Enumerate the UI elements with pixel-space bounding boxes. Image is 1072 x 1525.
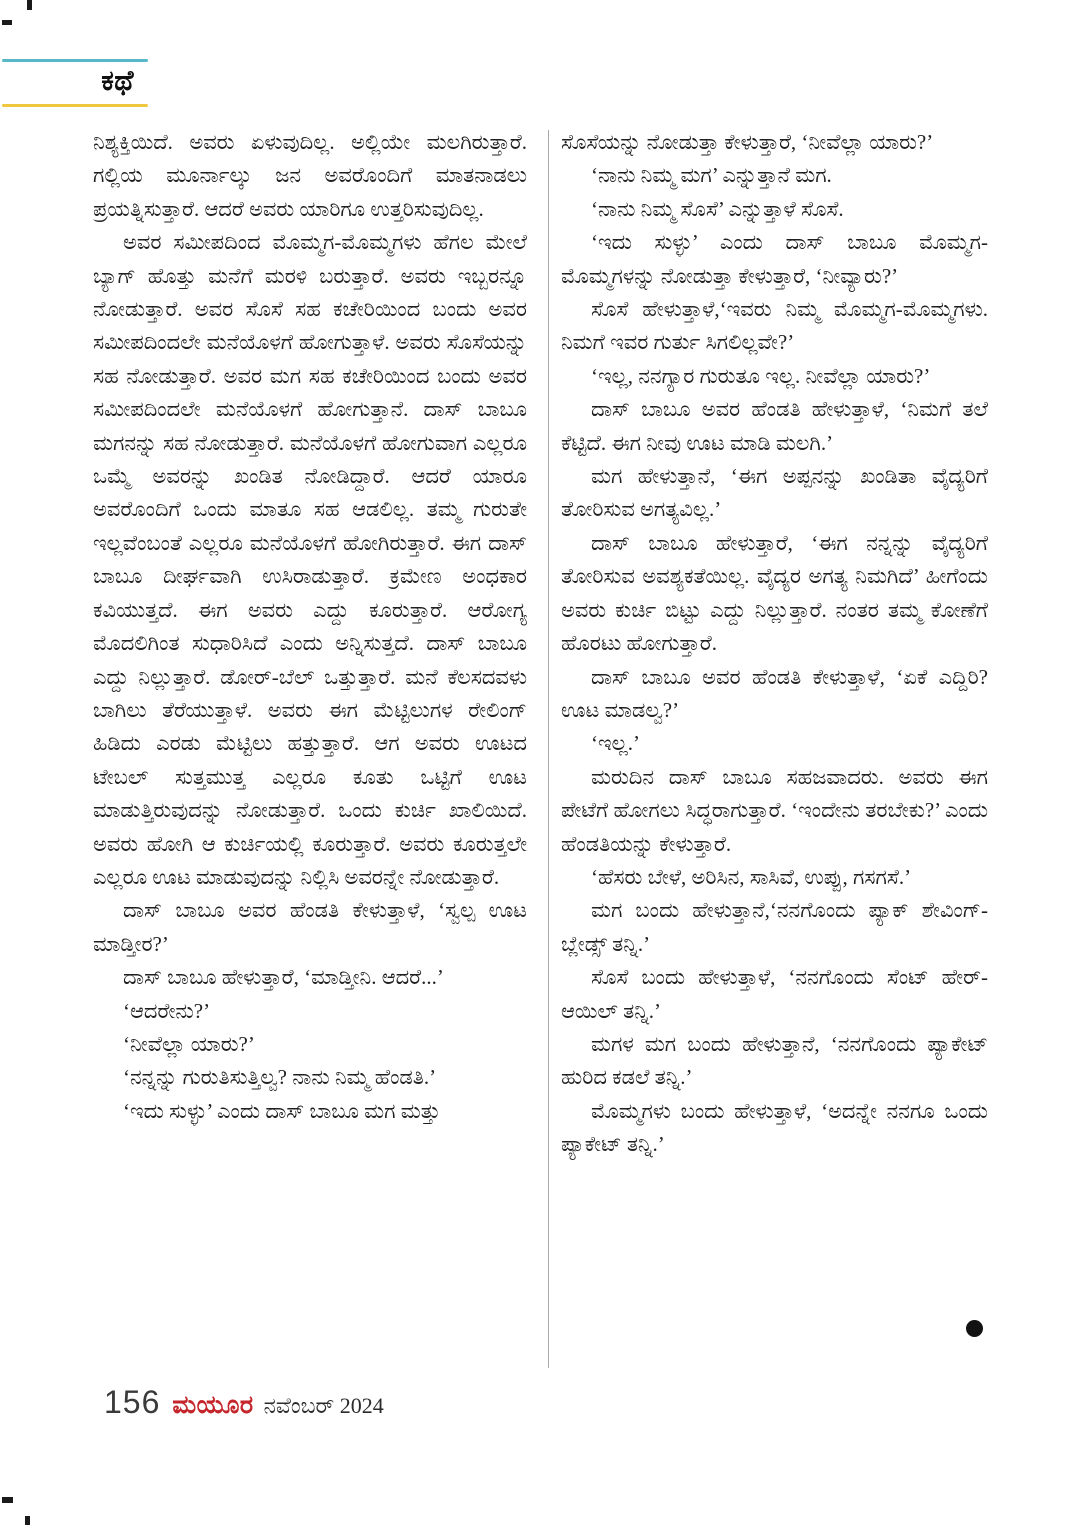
story-body <box>93 126 988 1370</box>
magazine-logo: ಮಯೂರ <box>172 1392 254 1419</box>
column-divider <box>548 130 549 1368</box>
header-yellow-rule <box>2 104 148 107</box>
story-paragraph: ದಾಸ್ ಬಾಬೂ ಹೇಳುತ್ತಾರೆ, ‘ಈಗ ನನ್ನನ್ನು ವೈದ್ಯರಿಗೆ ತೋರಿಸುವ ಅವಶ್ಯಕತೆಯಿಲ್ಲ. ವೈದ್ಯರ ಅಗತ್ಯ ನಿಮಗಿದೆ’ ಹೀಗೆಂದು ಅವರು ಕುರ್ಚಿ ಬಿಟ್ಟು ಎದ್ದು ನಿಲ್ಲುತ್ತಾರೆ. ನಂತರ ತಮ್ಮ ಕೋಣೆಗೆ ಹೊರಟು ಹೋಗುತ್ತಾರೆ. <box>561 530 988 656</box>
story-end-bullet-icon <box>966 1320 983 1337</box>
crop-mark-bottom-dash <box>2 1497 13 1503</box>
story-paragraph: ‘ನೀವೆಲ್ಲಾ ಯಾರು?’ <box>123 1031 255 1056</box>
story-paragraph: ಮರುದಿನ ದಾಸ್ ಬಾಬೂ ಸಹಜವಾದರು. ಅವರು ಈಗ ಪೇಟೆಗೆ ಹೋಗಲು ಸಿದ್ಧರಾಗುತ್ತಾರೆ. ‘ಇಂದೇನು ತರಬೇಕು?’ ಎಂದು ಹೆಂಡತಿಯನ್ನು ಕೇಳುತ್ತಾರೆ. <box>561 764 988 856</box>
header-teal-rule <box>2 59 148 62</box>
story-paragraph: ಸೊಸೆ ಹೇಳುತ್ತಾಳೆ,‘ಇವರು ನಿಮ್ಮ ಮೊಮ್ಮಗ-ಮೊಮ್ಮಗಳು. ನಿಮಗೆ ಇವರ ಗುರ್ತು ಸಿಗಲಿಲ್ಲವೇ?’ <box>561 297 988 355</box>
story-paragraph: ‘ನನ್ನನ್ನು ಗುರುತಿಸುತ್ತಿಲ್ವ? ನಾನು ನಿಮ್ಮ ಹೆಂಡತಿ.’ <box>123 1065 437 1090</box>
story-paragraph: ದಾಸ್ ಬಾಬೂ ಹೇಳುತ್ತಾರೆ, ‘ಮಾಡ್ತೀನಿ. ಆದರೆ...’ <box>123 965 444 990</box>
story-paragraph: ದಾಸ್ ಬಾಬೂ ಅವರ ಹೆಂಡತಿ ಹೇಳುತ್ತಾಳೆ, ‘ನಿಮಗೆ ತಲೆ ಕೆಟ್ಟಿದೆ. ಈಗ ನೀವು ಊಟ ಮಾಡಿ ಮಲಗಿ.’ <box>561 397 988 455</box>
crop-mark-top-tick <box>27 0 32 10</box>
story-paragraph: ಸೊಸೆಯನ್ನು ನೋಡುತ್ತಾ ಕೇಳುತ್ತಾರೆ, ‘ನೀವೆಲ್ಲಾ ಯಾರು?’ <box>561 130 934 154</box>
crop-mark-bottom-tick <box>25 1516 30 1525</box>
story-paragraph: ‘ಹೆಸರು ಬೇಳೆ, ಅರಿಸಿನ, ಸಾಸಿವೆ, ಉಪ್ಪು, ಗಸಗಸೆ.’ <box>591 864 912 889</box>
story-paragraph: ‘ಇಲ್ಲ, ನನಗ್ಯಾರ ಗುರುತೂ ಇಲ್ಲ. ನೀವೆಲ್ಲಾ ಯಾರು?’ <box>591 363 931 388</box>
story-paragraph: ದಾಸ್ ಬಾಬೂ ಅವರ ಹೆಂಡತಿ ಕೇಳುತ್ತಾಳೆ, ‘ಏಕೆ ಎದ್ದಿರಿ? ಊಟ ಮಾಡಲ್ವ?’ <box>561 664 988 722</box>
story-column-left <box>93 126 527 1370</box>
story-paragraph: ಸೊಸೆ ಬಂದು ಹೇಳುತ್ತಾಳೆ, ‘ನನಗೊಂದು ಸೆಂಟ್ ಹೇರ್-ಆಯಿಲ್ ತನ್ನಿ.’ <box>561 965 988 1023</box>
story-paragraph: ಮಗ ಹೇಳುತ್ತಾನೆ, ‘ಈಗ ಅಪ್ಪನನ್ನು ಖಂಡಿತಾ ವೈದ್ಯರಿಗೆ ತೋರಿಸುವ ಅಗತ್ಯವಿಲ್ಲ.’ <box>561 464 988 522</box>
story-paragraph: ‘ಆದರೇನು?’ <box>123 998 211 1023</box>
crop-mark-top-dash <box>2 20 12 25</box>
story-paragraph: ನಿಶ್ಯಕ್ತಿಯಿದೆ. ಅವರು ಏಳುವುದಿಲ್ಲ. ಅಲ್ಲಿಯೇ ಮಲಗಿರುತ್ತಾರೆ. ಗಲ್ಲಿಯ ಮೂರ್ನಾಲ್ಕು ಜನ ಅವರೊಂದಿಗೆ ಮಾತನಾಡಲು ಪ್ರಯತ್ನಿಸುತ್ತಾರೆ. ಆದರೆ ಅವರು ಯಾರಿಗೂ ಉತ್ತರಿಸುವುದಿಲ್ಲ. <box>93 130 527 221</box>
story-paragraph: ‘ಇದು ಸುಳ್ಳು’ ಎಂದು ದಾಸ್ ಬಾಬೂ ಮೊಮ್ಮಗ-ಮೊಮ್ಮಗಳನ್ನು ನೋಡುತ್ತಾ ಕೇಳುತ್ತಾರೆ, ‘ನೀವ್ಯಾರು?’ <box>561 230 988 288</box>
story-paragraph: ‘ಇಲ್ಲ.’ <box>591 731 640 756</box>
story-paragraph: ‘ನಾನು ನಿಮ್ಮ ಸೊಸೆ’ ಎನ್ನುತ್ತಾಳೆ ಸೊಸೆ. <box>591 196 844 221</box>
page-number: 156 <box>104 1384 161 1420</box>
story-paragraph: ಮಗ ಬಂದು ಹೇಳುತ್ತಾನೆ,‘ನನಗೊಂದು ಪ್ಯಾಕ್ ಶೇವಿಂಗ್-ಬ್ಲೇಡ್ಸ್ ತನ್ನಿ.’ <box>561 898 988 956</box>
story-paragraph: ದಾಸ್ ಬಾಬೂ ಅವರ ಹೆಂಡತಿ ಕೇಳುತ್ತಾಳೆ, ‘ಸ್ವಲ್ಪ ಊಟ ಮಾಡ್ತೀರ?’ <box>93 898 527 956</box>
story-paragraph: ಅವರ ಸಮೀಪದಿಂದ ಮೊಮ್ಮಗ-ಮೊಮ್ಮಗಳು ಹೆಗಲ ಮೇಲೆ ಬ್ಯಾಗ್ ಹೊತ್ತು ಮನೆಗೆ ಮರಳಿ ಬರುತ್ತಾರೆ. ಅವರು ಇಬ್ಬರನ್ನೂ ನೋಡುತ್ತಾರೆ. ಅವರ ಸೊಸೆ ಸಹ ಕಚೇರಿಯಿಂದ ಬಂದು ಅವರ ಸಮೀಪದಿಂದಲೇ ಮನೆಯೊಳಗೆ ಹೋಗುತ್ತಾಳೆ. ಅವರು ಸೊಸೆಯನ್ನು ಸಹ ನೋಡುತ್ತಾರೆ. ಅವರ ಮಗ ಸಹ ಕಚೇರಿಯಿಂದ ಬಂದು ಅವರ ಸಮೀಪದಿಂದಲೇ ಮನೆಯೊಳಗೆ ಹೋಗುತ್ತಾನೆ. ದಾಸ್ ಬಾಬೂ ಮಗನನ್ನು ಸಹ ನೋಡುತ್ತಾರೆ. ಮನೆಯೊಳಗೆ ಹೋಗುವಾಗ ಎಲ್ಲರೂ ಒಮ್ಮೆ ಅವರನ್ನು ಖಂಡಿತ ನೋಡಿದ್ದಾರೆ. ಆದರೆ ಯಾರೂ ಅವರೊಂದಿಗೆ ಒಂದು ಮಾತೂ ಸಹ ಆಡಲಿಲ್ಲ. ತಮ್ಮ ಗುರುತೇ ಇಲ್ಲವೆಂಬಂತೆ ಎಲ್ಲರೂ ಮನೆಯೊಳಗೆ ಹೋಗಿರುತ್ತಾರೆ. ಈಗ ದಾಸ್ ಬಾಬೂ ದೀರ್ಘವಾಗಿ ಉಸಿರಾಡುತ್ತಾರೆ. ಕ್ರಮೇಣ ಅಂಧಕಾರ ಕವಿಯುತ್ತದೆ. ಈಗ ಅವರು ಎದ್ದು ಕೂರುತ್ತಾರೆ. ಆರೋಗ್ಯ ಮೊದಲಿಗಿಂತ ಸುಧಾರಿಸಿದೆ ಎಂದು ಅನ್ನಿಸುತ್ತದೆ. ದಾಸ್ ಬಾಬೂ ಎದ್ದು ನಿಲ್ಲುತ್ತಾರೆ. ಡೋರ್-ಬೆಲ್ ಒತ್ತುತ್ತಾರೆ. ಮನೆ ಕೆಲಸದವಳು ಬಾಗಿಲು ತೆರೆಯುತ್ತಾಳೆ. ಅವರು ಈಗ ಮೆಟ್ಟಿಲುಗಳ ರೇಲಿಂಗ್ ಹಿಡಿದು ಎರಡು ಮೆಟ್ಟಿಲು ಹತ್ತುತ್ತಾರೆ. ಆಗ ಅವರು ಊಟದ ಟೇಬಲ್ ಸುತ್ತಮುತ್ತ ಎಲ್ಲರೂ ಕೂತು ಒಟ್ಟಿಗೆ ಊಟ ಮಾಡುತ್ತಿರುವುದನ್ನು ನೋಡುತ್ತಾರೆ. ಒಂದು ಕುರ್ಚಿ ಖಾಲಿಯಿದೆ. ಅವರು ಹೋಗಿ ಆ ಕುರ್ಚಿಯಲ್ಲಿ ಕೂರುತ್ತಾರೆ. ಅವರು ಕೂರುತ್ತಲೇ ಎಲ್ಲರೂ ಊಟ ಮಾಡುವುದನ್ನು ನಿಲ್ಲಿಸಿ ಅವರನ್ನೇ ನೋಡುತ್ತಾರೆ. <box>93 230 527 889</box>
story-paragraph: ಮಗಳ ಮಗ ಬಂದು ಹೇಳುತ್ತಾನೆ, ‘ನನಗೊಂದು ಪ್ಯಾಕೇಟ್ ಹುರಿದ ಕಡಲೆ ತನ್ನಿ.’ <box>561 1031 988 1090</box>
issue-date: ನವೆಂಬರ್ 2024 <box>263 1393 384 1418</box>
story-paragraph: ‘ನಾನು ನಿಮ್ಮ ಮಗ’ ಎನ್ನುತ್ತಾನೆ ಮಗ. <box>591 163 832 188</box>
story-paragraph: ‘ಇದು ಸುಳ್ಳು’ ಎಂದು ದಾಸ್ ಬಾಬೂ ಮಗ ಮತ್ತು <box>123 1098 441 1123</box>
section-title: ಕಥೆ <box>101 66 134 97</box>
story-column-right <box>561 126 988 1370</box>
story-paragraph: ಮೊಮ್ಮಗಳು ಬಂದು ಹೇಳುತ್ತಾಳೆ, ‘ಅದನ್ನೇ ನನಗೂ ಒಂದು ಪ್ಯಾಕೇಟ್ ತನ್ನಿ.’ <box>561 1098 988 1157</box>
page-footer <box>104 1384 384 1420</box>
